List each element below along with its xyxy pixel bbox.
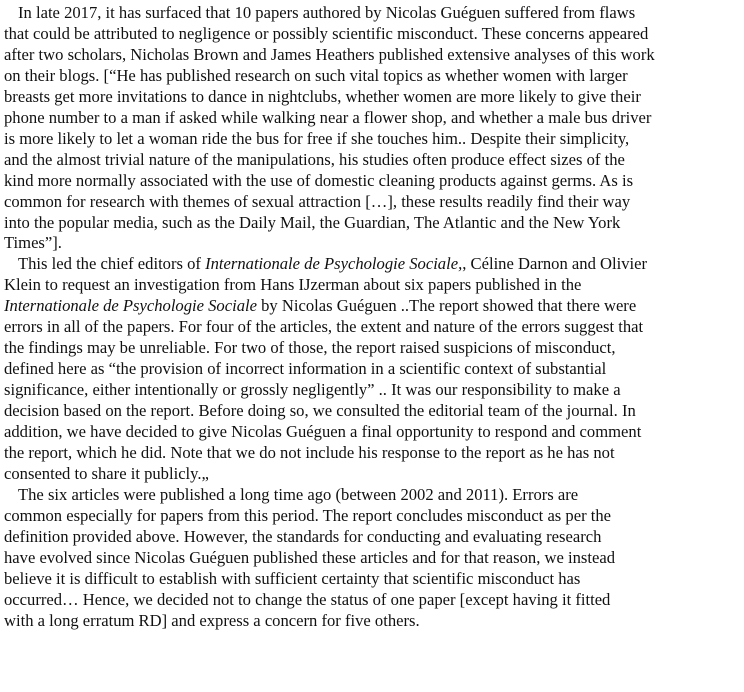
text-line: occurred… Hence, we decided not to change the status of one paper [except having it fitted	[4, 589, 611, 609]
text-line: decision based on the report. Before doing so, we consulted the editorial team of the journal. In	[4, 401, 636, 421]
journal-title: Internationale de Psychologie Sociale	[4, 296, 257, 316]
text-line: kind more normally associated with the use of domestic cleaning products against germs. As is	[4, 170, 634, 190]
text-line: The six articles were published a long time ago (between 2002 and 2011). Errors are	[18, 484, 579, 504]
text-line: breasts get more invitations to dance in nightclubs, whether women are more likely to give their	[4, 86, 641, 106]
text-run: by Nicolas Guéguen ..The report showed that there were	[256, 296, 637, 316]
text-line: defined here as “the provision of incorrect information in a scientific context of substantial	[4, 359, 607, 379]
document-body	[4, 3, 740, 632]
text-line: Times”].	[4, 233, 62, 253]
text-line: with a long erratum RD] and express a concern for five others.	[4, 610, 420, 630]
journal-title: Internationale de Psychologie Sociale,	[205, 254, 463, 274]
text-line: consented to share it publicly.„	[4, 463, 209, 483]
text-line	[4, 254, 740, 275]
text-line: addition, we have decided to give Nicolas Guéguen a final opportunity to respond and comment	[4, 422, 642, 442]
text-run: , Céline Darnon and Olivier	[462, 254, 648, 274]
text-line: common especially for papers from this period. The report concludes misconduct as per the	[4, 505, 612, 525]
text-line	[4, 296, 740, 317]
text-line: and the almost trivial nature of the manipulations, his studies often produce effect sizes of the	[4, 149, 625, 169]
text-line: common for research with themes of sexual attraction […], these results readily find their way	[4, 191, 631, 211]
text-line: is more likely to let a woman ride the bus for free if she touches him.. Despite their simplicity,	[4, 128, 630, 148]
text-line: In late 2017, it has surfaced that 10 papers authored by Nicolas Guéguen suffered from flaws	[18, 3, 636, 22]
paragraph-3	[4, 485, 740, 632]
text-run: This led the chief editors of	[18, 254, 206, 274]
text-line: Klein to request an investigation from Hans IJzerman about six papers published in the	[4, 275, 582, 295]
text-line: definition provided above. However, the standards for conducting and evaluating research	[4, 526, 602, 546]
text-line: the findings may be unreliable. For two of those, the report raised suspicions of misconduct,	[4, 338, 616, 358]
text-line: have evolved since Nicolas Guéguen published these articles and for that reason, we instead	[4, 547, 615, 567]
text-line: significance, either intentionally or grossly negligently” .. It was our responsibility to make a	[4, 380, 621, 400]
text-line: believe it is difficult to establish with sufficient certainty that scientific misconduct has	[4, 568, 581, 588]
text-line: after two scholars, Nicholas Brown and James Heathers published extensive analyses of this work	[4, 44, 655, 64]
text-line: errors in all of the papers. For four of the articles, the extent and nature of the errors suggest that	[4, 317, 644, 337]
text-line: phone number to a man if asked while walking near a flower shop, and whether a male bus driver	[4, 107, 652, 127]
paragraph-2	[4, 254, 740, 484]
text-line: on their blogs. [“He has published research on such vital topics as whether women with larger	[4, 65, 628, 85]
text-line: that could be attributed to negligence or possibly scientific misconduct. These concerns appeared	[4, 23, 649, 43]
paragraph-1	[4, 3, 740, 254]
text-line: into the popular media, such as the Daily Mail, the Guardian, The Atlantic and the New York	[4, 212, 621, 232]
text-line: the report, which he did. Note that we do not include his response to the report as he has not	[4, 443, 615, 463]
